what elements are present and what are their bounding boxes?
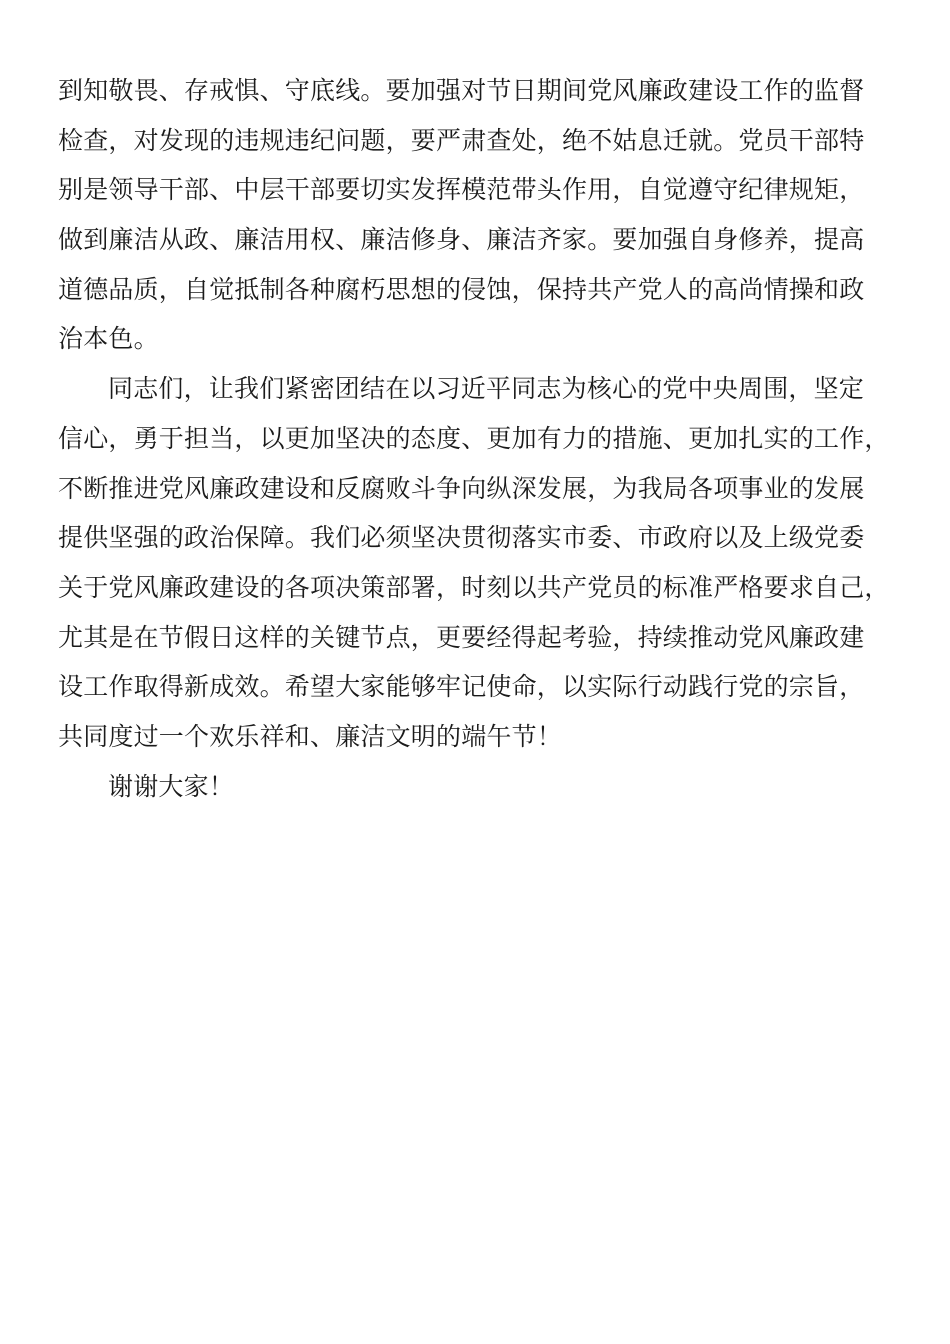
text-line: 不断推进党风廉政建设和反腐败斗争向纵深发展，为我局各项事业的发展	[58, 473, 865, 503]
text-line: 信心，勇于担当，以更加坚决的态度、更加有力的措施、更加扎实的工作，	[58, 423, 890, 453]
paragraph-continuation	[58, 66, 894, 364]
text-line: 到知敬畏、存戒惧、守底线。要加强对节日期间党风廉政建设工作的监督	[58, 76, 865, 105]
text-line: 设工作取得新成效。希望大家能够牢记使命，以实际行动践行党的宗旨，	[58, 672, 865, 702]
text-line: 共同度过一个欢乐祥和、廉洁文明的端午节！	[58, 721, 563, 751]
text-line: 同志们，让我们紧密团结在以习近平同志为核心的党中央周围，坚定	[108, 374, 865, 404]
text-line: 提供坚强的政治保障。我们必须坚决贯彻落实市委、市政府以及上级党委	[58, 523, 865, 553]
text-line: 别是领导干部、中层干部要切实发挥模范带头作用，自觉遵守纪律规矩，	[58, 175, 865, 205]
text-line: 做到廉洁从政、廉洁用权、廉洁修身、廉洁齐家。要加强自身修养，提高	[58, 225, 865, 255]
text-line: 尤其是在节假日这样的关键节点，更要经得起考验，持续推动党风廉政建	[58, 622, 865, 652]
document-body	[58, 66, 894, 811]
text-line: 治本色。	[58, 324, 159, 354]
closing-remark: 谢谢大家！	[108, 771, 235, 801]
text-line: 关于党风廉政建设的各项决策部署，时刻以共产党员的标准严格要求自己，	[58, 572, 890, 602]
text-line: 道德品质，自觉抵制各种腐朽思想的侵蚀，保持共产党人的高尚情操和政	[58, 274, 865, 304]
text-line: 检查，对发现的违规违纪问题，要严肃查处，绝不姑息迁就。党员干部特	[58, 125, 865, 155]
paragraph-comrades	[58, 364, 894, 762]
